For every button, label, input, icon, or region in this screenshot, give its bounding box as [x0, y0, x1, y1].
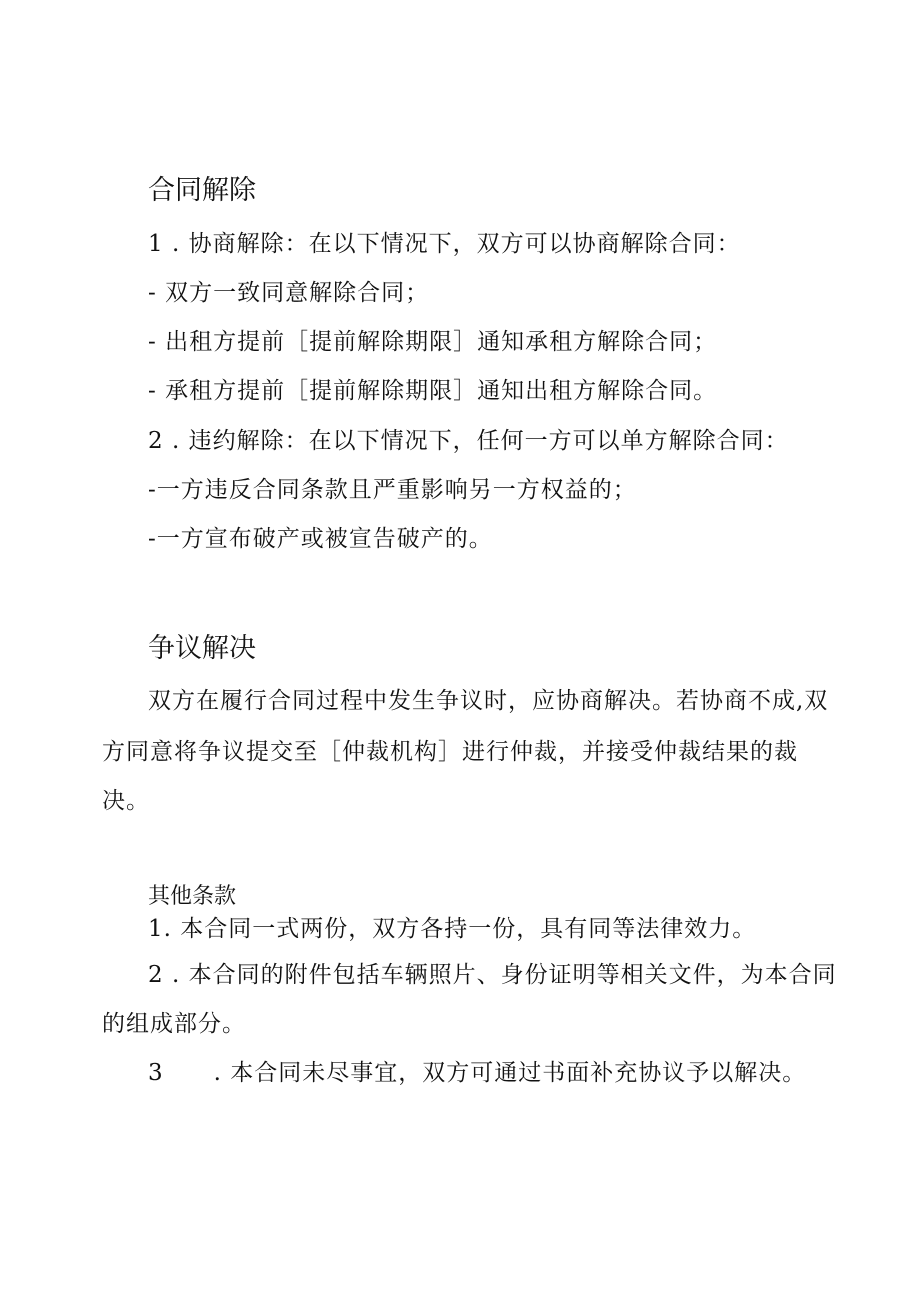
termination-item-2-sub-2: -一方宣布破产或被宣告破产的。 [148, 526, 493, 552]
termination-item-2: 2 . 违约解除：在以下情况下，任何一方可以单方解除合同： [148, 428, 789, 454]
termination-item-2-sub-1: -一方违反合同条款且严重影响另一方权益的； [148, 477, 637, 503]
termination-item-1-sub-1: - 双方一致同意解除合同； [148, 280, 430, 306]
termination-item-1: 1 . 协商解除：在以下情况下，双方可以协商解除合同： [148, 231, 741, 257]
dispute-paragraph-line-3: 决。 [102, 788, 150, 814]
section-title-other: 其他条款 [148, 884, 237, 909]
other-item-3-text: . 本合同未尽事宜，双方可通过书面补充协议予以解决。 [213, 1060, 807, 1086]
termination-item-1-sub-2: - 出租方提前［提前解除期限］通知承租方解除合同； [148, 329, 718, 355]
other-item-1: 1. 本合同一式两份，双方各持一份，具有同等法律效力。 [148, 916, 757, 942]
other-item-3-number: 3 [148, 1060, 164, 1086]
dispute-paragraph-line-1: 双方在履行合同过程中发生争议时，应协商解决。若协商不成,双 [148, 688, 829, 714]
dispute-paragraph-line-2: 方同意将争议提交至［仲裁机构］进行仲裁，并接受仲裁结果的裁 [102, 739, 798, 765]
termination-item-1-sub-3: - 承租方提前［提前解除期限］通知出租方解除合同。 [148, 378, 718, 404]
other-item-2-line-1: 2 . 本合同的附件包括车辆照片、身份证明等相关文件，为本合同 [148, 962, 837, 988]
section-title-termination: 合同解除 [148, 175, 256, 206]
other-item-2-line-2: 的组成部分。 [102, 1011, 246, 1037]
other-item-3 [148, 1058, 806, 1088]
section-title-dispute: 争议解决 [148, 633, 256, 664]
